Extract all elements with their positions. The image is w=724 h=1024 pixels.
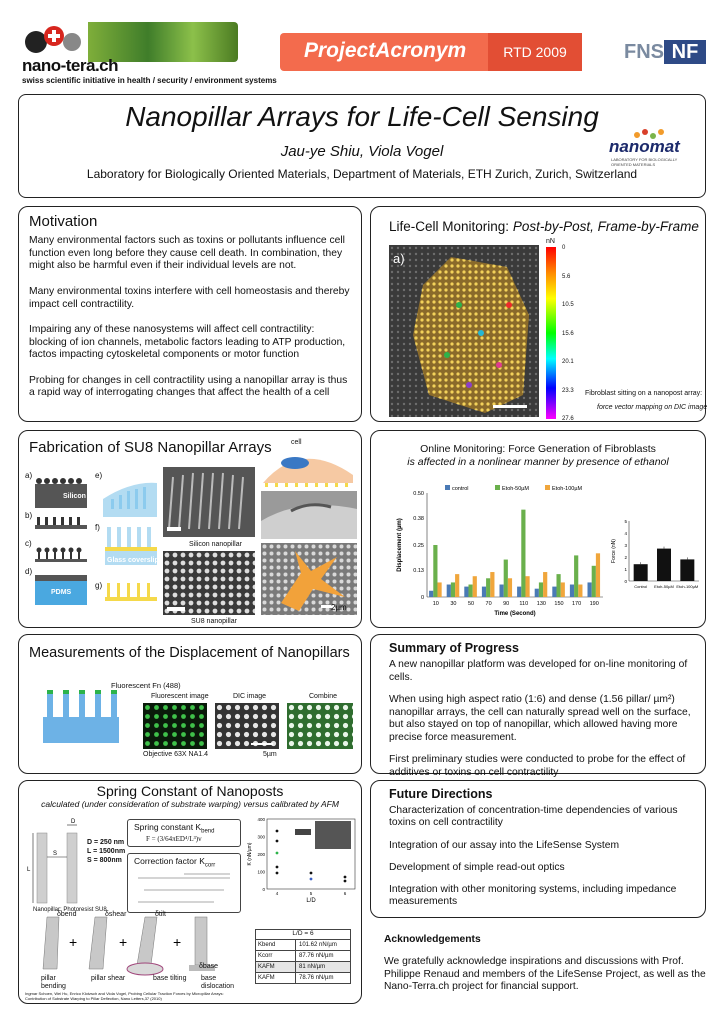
legend-label: Etoh-50µM: [502, 486, 530, 492]
x-tick-label: 130: [536, 601, 546, 607]
bar: [578, 585, 582, 597]
colorbar-tick: 20.1: [562, 359, 574, 365]
x-tick-label: 50: [467, 601, 475, 607]
dimension-s: S = 800nm: [87, 857, 122, 864]
dimension-d: D = 250 nm: [87, 839, 125, 846]
x-tick-label: 110: [519, 601, 529, 607]
bar: [447, 585, 451, 597]
bar: [525, 576, 529, 597]
bar: [508, 578, 512, 597]
y-tick-label: 400: [257, 817, 265, 822]
y-tick-label: 0: [262, 887, 265, 892]
fns-snf-logo: [624, 40, 706, 64]
delta-base: δbase: [199, 963, 219, 970]
legend-swatch: [545, 485, 550, 490]
reference-2: Contribution of Substrate Warping to Pillar Deflection, Nano Letters,37 (2010): [25, 996, 162, 1001]
project-name: ProjectAcronym: [304, 39, 467, 62]
y-tick-label: 300: [257, 834, 265, 840]
pdms-label: PDMS: [51, 589, 72, 596]
displacement-panel: [18, 634, 362, 774]
legend-label: control: [452, 486, 469, 492]
y-tick-label: 5: [624, 519, 627, 524]
spring-table-value: 101.62 nN/µm: [299, 942, 337, 948]
pillar-dimension-diagram: [27, 817, 91, 905]
bar: [517, 587, 521, 597]
nano-tera-wordmark: nano-tera.ch: [22, 56, 119, 75]
spring-table-row: [255, 973, 351, 984]
dimension-l: L = 1500nm: [87, 848, 126, 855]
bar: [482, 587, 486, 597]
motivation-paragraph: Impairing any of these nanosystems will affect cell contractility: blocking of ion channels, metabolic factors leading to ATP production, factos impacting cytoskeletal components or motor function: [29, 323, 346, 361]
y-tick-label: 200: [257, 852, 265, 857]
step-c-diagram: [33, 547, 89, 563]
silicon-nanopillar-image: [163, 467, 255, 537]
y-tick-label: 0: [624, 579, 627, 584]
bar: [504, 560, 508, 597]
y-tick-label: 4: [624, 531, 627, 536]
lifecell-title: [389, 219, 699, 234]
motivation-paragraph: Probing for changes in cell contractility using a nanopillar array is thus a rapid way of interrogating changes that affect the health of a cell: [29, 374, 348, 399]
colorbar-tick: 0: [562, 245, 566, 251]
x-tick-label: 150: [554, 601, 564, 607]
data-point: [344, 880, 347, 883]
glass-label: Glass coverslip: [107, 557, 159, 564]
pillar-array-diagram: [41, 687, 121, 747]
nanomat-logo: [609, 127, 699, 167]
dic-image: [215, 703, 279, 749]
nano-tera-tagline: swiss scientific initiative in health / security / environment systems: [22, 76, 277, 85]
step-e-diagram: [101, 479, 159, 519]
data-point: [310, 878, 313, 881]
bar: [543, 572, 547, 597]
step-label: a): [25, 471, 33, 480]
legend-swatch: [445, 485, 450, 490]
x-tick-label: 70: [485, 601, 492, 607]
step-b-diagram: [33, 517, 89, 531]
summary-paragraph: A new nanopillar platform was developed for on-line monitoring of cells.: [389, 659, 688, 683]
colorbar-tick: 23.3: [562, 387, 574, 394]
colorbar-tick: 27.6: [562, 416, 574, 422]
x-tick-label: 6: [343, 891, 347, 896]
x-tick-label: 170: [572, 601, 582, 607]
bar: [429, 591, 433, 597]
bar: [535, 589, 539, 597]
silicon-caption: Silicon nanopillar: [189, 541, 242, 548]
cell-label: cell: [291, 439, 302, 446]
future-list: [389, 805, 701, 921]
bar: [486, 578, 490, 597]
bar: [634, 564, 648, 581]
data-point: [276, 852, 279, 855]
su8-nanopillar-image: [163, 551, 255, 615]
deformation-mechanisms: [33, 913, 245, 983]
bar: [570, 585, 574, 597]
data-point: [276, 830, 279, 833]
fns-logo-left: FNS: [624, 41, 664, 63]
fn-label: Fluorescent Fn (488): [111, 681, 181, 690]
inset-cantilever: [295, 829, 311, 835]
bar: [561, 582, 565, 597]
lifecell-title-italic: Post-by-Post, Frame-by-Frame: [512, 219, 699, 234]
authors: Jau-ye Shiu, Viola Vogel: [280, 143, 444, 160]
correction-factor-box: [127, 853, 241, 913]
legend-label: Etoh-100µM: [552, 486, 583, 492]
spring-table-value: 81 nN/µm: [299, 964, 326, 970]
future-item: Development of simple read-out optics: [389, 861, 565, 873]
online-title-1: Online Monitoring: Force Generation of Fibroblasts: [420, 443, 656, 455]
force-chart: [609, 517, 703, 599]
combine-caption: Combine: [309, 693, 338, 700]
y-tick-label: 2: [624, 555, 627, 560]
future-item: Integration with other monitoring systems, including impedance measurements: [389, 884, 677, 908]
spring-title: Spring Constant of Nanoposts: [96, 783, 284, 799]
delta-shear: δshear: [105, 911, 127, 918]
displacement-title: Measurements of the Displacement of Nanopillars: [29, 645, 350, 661]
step-label: e): [95, 471, 103, 480]
mechanism-bending: pillar bending: [41, 975, 66, 990]
motivation-paragraph: Many environmental factors such as toxins or pollutants influence cell function even long before they cause cell death. In combination, they might also be harmful even if their individual levels are not.: [29, 235, 345, 272]
motivation-panel: [18, 206, 362, 422]
x-tick-label: Etoh-100µM: [676, 584, 699, 589]
bar: [587, 582, 591, 597]
cell-on-pillars-image: [261, 491, 357, 539]
online-panel: [370, 430, 706, 628]
summary-title: Summary of Progress: [389, 641, 519, 655]
displacement-scale: 5µm: [263, 751, 277, 758]
step-label: f): [95, 523, 100, 532]
spring-table: [255, 929, 351, 984]
summary-paragraph: First preliminary studies were conducted to probe for the effect of additives or toxins on cell contractility: [389, 754, 686, 778]
lifecell-caption-2: force vector mapping on DIC image: [597, 404, 708, 411]
mechanism-tilting: base tilting: [153, 975, 187, 982]
bar: [574, 555, 578, 597]
x-tick-label: Control: [634, 584, 648, 589]
combined-image: [287, 703, 353, 749]
svg-text:+: +: [173, 934, 182, 950]
spring-box-title: Spring constant $K_{bend}$: [134, 822, 215, 835]
summary-panel: [370, 634, 706, 778]
cell-schematic: [261, 445, 357, 487]
step-label: c): [25, 539, 32, 548]
bar: [473, 576, 477, 597]
data-point: [310, 872, 313, 875]
fabrication-panel: [18, 430, 362, 628]
lifecell-panel-label: a): [393, 251, 405, 266]
x-tick-label: 5: [309, 891, 313, 896]
bar: [521, 510, 525, 597]
bar: [433, 545, 437, 597]
project-banner: [280, 33, 582, 71]
legend-swatch: [495, 485, 500, 490]
spring-table-key: Kbend: [256, 940, 296, 950]
colorbar-tick: 5.6: [562, 273, 571, 280]
data-point: [276, 866, 279, 869]
spring-table-key: KAFM: [256, 973, 296, 983]
bar: [680, 559, 694, 581]
step-label: g): [95, 581, 103, 590]
y-axis-label: K (nN/µm): [247, 842, 253, 866]
colorbar: [546, 247, 556, 419]
y-tick-label: 100: [257, 869, 265, 875]
affiliation: Laboratory for Biologically Oriented Materials, Department of Materials, ETH Zurich, Zurich, Switzerland: [86, 167, 638, 181]
y-tick-label: 0.13: [413, 567, 424, 574]
colorbar-tick: 10.5: [562, 302, 574, 308]
dic-caption: DIC image: [233, 693, 267, 700]
y-tick-label: 3: [624, 543, 627, 548]
fns-logo-right: NF: [664, 40, 706, 64]
summary-text: [389, 659, 701, 792]
x-tick-label: 30: [450, 601, 457, 607]
y-tick-label: 0: [420, 595, 424, 601]
spring-table-header: L/D = 6: [255, 929, 351, 940]
x-tick-label: 10: [432, 601, 439, 607]
mechanism-dislocation: base dislocation: [201, 975, 235, 990]
ack-text: We gratefully acknowledge inspirations and discussions with Prof. Philippe Renaud and members of the LifeSense Project, as well as the Nano-Terra.ch project for financial support.: [384, 956, 706, 993]
motivation-paragraph: Many environmental toxins interfere with cell homeostasis and thereby impact cell contractility.: [29, 285, 350, 310]
bar: [657, 549, 671, 581]
fabrication-scale: 2µm: [331, 603, 347, 612]
inset-image: [315, 821, 351, 849]
online-title-2: is affected in a nonlinear manner by presence of ethanol: [407, 456, 669, 468]
svg-text:+: +: [69, 934, 78, 950]
nanomat-subtitle: LABORATORY FOR BIOLOGICALLY ORIENTED MATERIALS: [611, 157, 678, 167]
colorbar-tick: 15.6: [562, 330, 574, 337]
spring-table-key: Kcorr: [256, 951, 296, 961]
bar: [490, 572, 494, 597]
bar: [539, 582, 543, 597]
x-tick-label: 190: [589, 601, 599, 607]
svg-text:S: S: [53, 851, 58, 857]
force-vector-image: [389, 245, 539, 417]
future-panel: [370, 780, 706, 918]
future-title: Future Directions: [389, 787, 493, 801]
delta-bend: δbend: [57, 911, 77, 918]
future-item: Integration of our assay into the LifeSense System: [389, 839, 620, 851]
summary-paragraph: When using high aspect ratio (1:6) and dense (1.56 pillar/ µm²) nanopillar arrays, the cell can naturally spread well on the surface, but also stayed on top of nanopillar, which allowed having more precise force measurement.: [389, 694, 691, 743]
svg-text:L: L: [27, 867, 31, 873]
x-tick-label: Etoh-50µM: [654, 584, 674, 589]
su8-caption: SU8 nanopillar: [191, 618, 237, 625]
bar: [556, 574, 560, 597]
silicon-label: Silicon: [63, 493, 86, 500]
bar: [437, 582, 441, 597]
bar: [596, 553, 600, 597]
bar: [592, 566, 596, 597]
objective-label: Objective 63X NA1.4: [143, 751, 208, 758]
spring-subtitle: calculated (under consideration of substrate warping) versus calibrated by AFM: [41, 799, 339, 809]
svg-text:+: +: [119, 934, 128, 950]
delta-tilt: δtilt: [155, 911, 166, 918]
y-axis-label: Force (nN): [611, 539, 617, 563]
pillar-caption: Nanopillar: Photoresist SU8: [33, 907, 107, 913]
project-rtd: RTD 2009: [488, 33, 582, 71]
nanomat-wordmark: nanomat: [609, 137, 680, 156]
corr-box-title: Correction factor $K_{corr}$: [134, 856, 216, 869]
y-tick-label: 0.50: [413, 491, 424, 497]
correction-formula-image: [134, 870, 234, 910]
step-label: d): [25, 567, 33, 576]
x-axis-label: L/D: [306, 898, 316, 904]
svg-text:D: D: [71, 819, 76, 825]
fabrication-title: Fabrication of SU8 Nanopillar Arrays: [29, 439, 272, 456]
spring-table-row: [255, 951, 351, 962]
spring-constant-box: [127, 819, 241, 847]
fluorescent-caption: Fluorescent image: [151, 693, 209, 700]
x-tick-label: 4: [275, 891, 279, 896]
motivation-title: Motivation: [29, 213, 98, 230]
spring-formula: F = (3/64πED⁴/L³)v: [146, 835, 202, 843]
nano-tera-swiss-icon: [18, 22, 88, 56]
spring-table-value: 78.76 nN/µm: [299, 975, 334, 981]
bar: [464, 587, 468, 597]
bar: [468, 585, 472, 597]
future-item: Characterization of concentration-time dependencies of various toxins on cell contractility: [389, 805, 678, 829]
y-tick-label: 0.25: [413, 543, 424, 549]
ack-title: Acknowledgements: [384, 934, 481, 945]
spring-panel: [18, 780, 362, 1004]
data-point: [276, 872, 279, 875]
motivation-text: [29, 235, 355, 413]
x-tick-label: 90: [503, 601, 510, 607]
step-g-diagram: [103, 583, 159, 609]
nano-tera-logo: [18, 22, 277, 85]
bar: [499, 585, 503, 597]
data-point: [276, 840, 279, 843]
fluorescent-image: [143, 703, 207, 749]
lifecell-panel: [370, 206, 706, 422]
colorbar-unit: nN: [546, 238, 555, 245]
reference-1: Ingmar Schoen, Wei Hu, Enrico Klotzsch and Viola Vogel, Probing Cellular Traction Forces by Micropillar Arrays:: [25, 991, 224, 996]
spring-table-row: [255, 940, 351, 951]
lifecell-caption-1: Fibroblast sitting on a nanopost array:: [585, 390, 703, 397]
y-tick-label: 0.38: [413, 515, 424, 522]
bar: [455, 574, 459, 597]
spring-table-key: KAFM: [256, 962, 296, 972]
spring-table-value: 87.76 nN/µm: [299, 953, 334, 959]
spring-table-row: [255, 962, 351, 973]
data-point: [344, 876, 347, 879]
displacement-chart: [393, 483, 613, 621]
step-label: b): [25, 511, 33, 520]
poster-title: Nanopillar Arrays for Life-Cell Sensing: [125, 101, 599, 132]
y-tick-label: 1: [624, 567, 627, 572]
bar: [451, 582, 455, 597]
k-vs-ld-plot: [245, 815, 359, 909]
mechanism-shear: pillar shear: [91, 975, 126, 982]
y-axis-label: Displacement (µm): [397, 518, 403, 572]
bar: [552, 587, 556, 597]
lifecell-title-plain: Life-Cell Monitoring:: [389, 219, 513, 234]
title-box: [18, 94, 706, 198]
x-axis-label: Time (Second): [494, 611, 536, 617]
